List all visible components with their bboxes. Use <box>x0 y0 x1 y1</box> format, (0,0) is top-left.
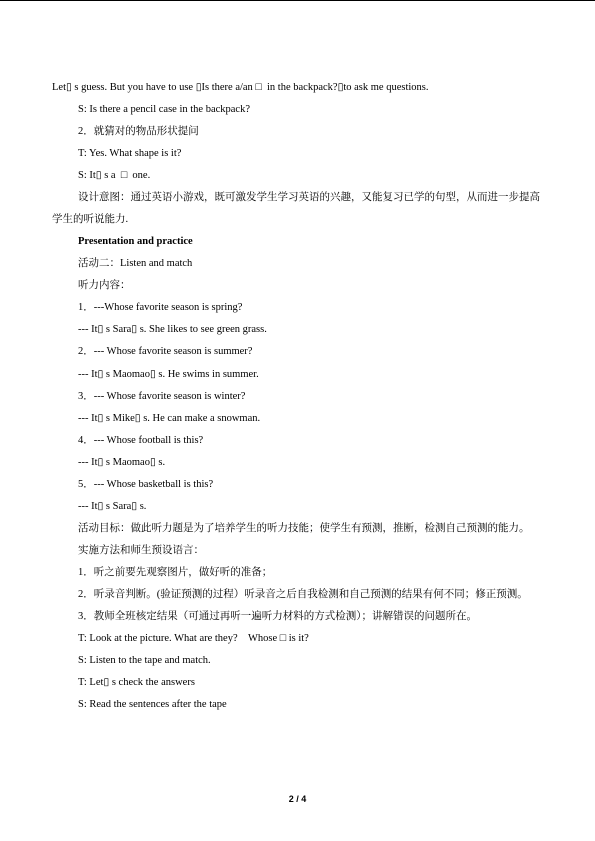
paragraph: --- It▯ s Maomao▯ s. <box>78 456 166 468</box>
paragraph: 2．--- Whose favorite season is summer? <box>78 346 253 358</box>
paragraph: --- It▯ s Sara▯ s. <box>78 500 147 512</box>
paragraph: --- It▯ s Sara▯ s. She likes to see green grass. <box>78 324 267 336</box>
paragraph: T: Let▯ s check the answers <box>78 677 195 689</box>
paragraph: 活动二：Listen and match <box>78 258 193 270</box>
paragraph: 2．就猜对的物品形状提问 <box>78 126 199 138</box>
paragraph: 设计意图：通过英语小游戏，既可激发学生学习英语的兴趣，又能复习已学的句型，从而进一步提高学生的听说能力. <box>52 192 540 226</box>
paragraph: 2．听录音判断。(验证预测的过程）听录音之后自我检测和自己预测的结果有何不同；修正预测。 <box>78 588 528 600</box>
document-body <box>52 77 544 716</box>
paragraph: --- It▯ s Maomao▯ s. He swims in summer. <box>78 368 259 380</box>
paragraph: Let▯ s guess. But you have to use ▯Is there a/an □ in the backpack?▯to ask me questions. <box>52 82 429 93</box>
paragraph: --- It▯ s Mike▯ s. He can make a snowman. <box>78 412 261 424</box>
paragraph: S: Read the sentences after the tape <box>78 699 227 711</box>
page-number: 2 / 4 <box>288 794 307 804</box>
paragraph: T: Look at the picture. What are they? Whose □ is it? <box>78 632 309 644</box>
paragraph: S: Listen to the tape and match. <box>78 655 211 667</box>
paragraph: S: It▯ s a □ one. <box>78 170 151 182</box>
paragraph: 3．--- Whose favorite season is winter? <box>78 390 246 402</box>
page-top-rule <box>0 0 595 1</box>
paragraph: 1．听之前要先观察图片，做好听的准备； <box>78 566 273 578</box>
paragraph: S: Is there a pencil case in the backpack? <box>78 104 251 116</box>
paragraph: 听力内容： <box>78 280 131 292</box>
paragraph: 活动目标：做此听力题是为了培养学生的听力技能；使学生有预测，推断，检测自己预测的能力。 <box>78 522 530 534</box>
paragraph: 4．--- Whose football is this? <box>78 434 204 446</box>
paragraph: 1．---Whose favorite season is spring? <box>78 302 243 314</box>
paragraph: 实施方法和师生预设语言： <box>78 544 204 556</box>
paragraph: 3．教师全班核定结果（可通过再听一遍听力材料的方式检测）；讲解错误的问题所在。 <box>78 610 477 622</box>
section-heading: Presentation and practice <box>78 236 193 248</box>
paragraph: T: Yes. What shape is it? <box>78 148 182 160</box>
paragraph: 5．--- Whose basketball is this? <box>78 478 214 490</box>
